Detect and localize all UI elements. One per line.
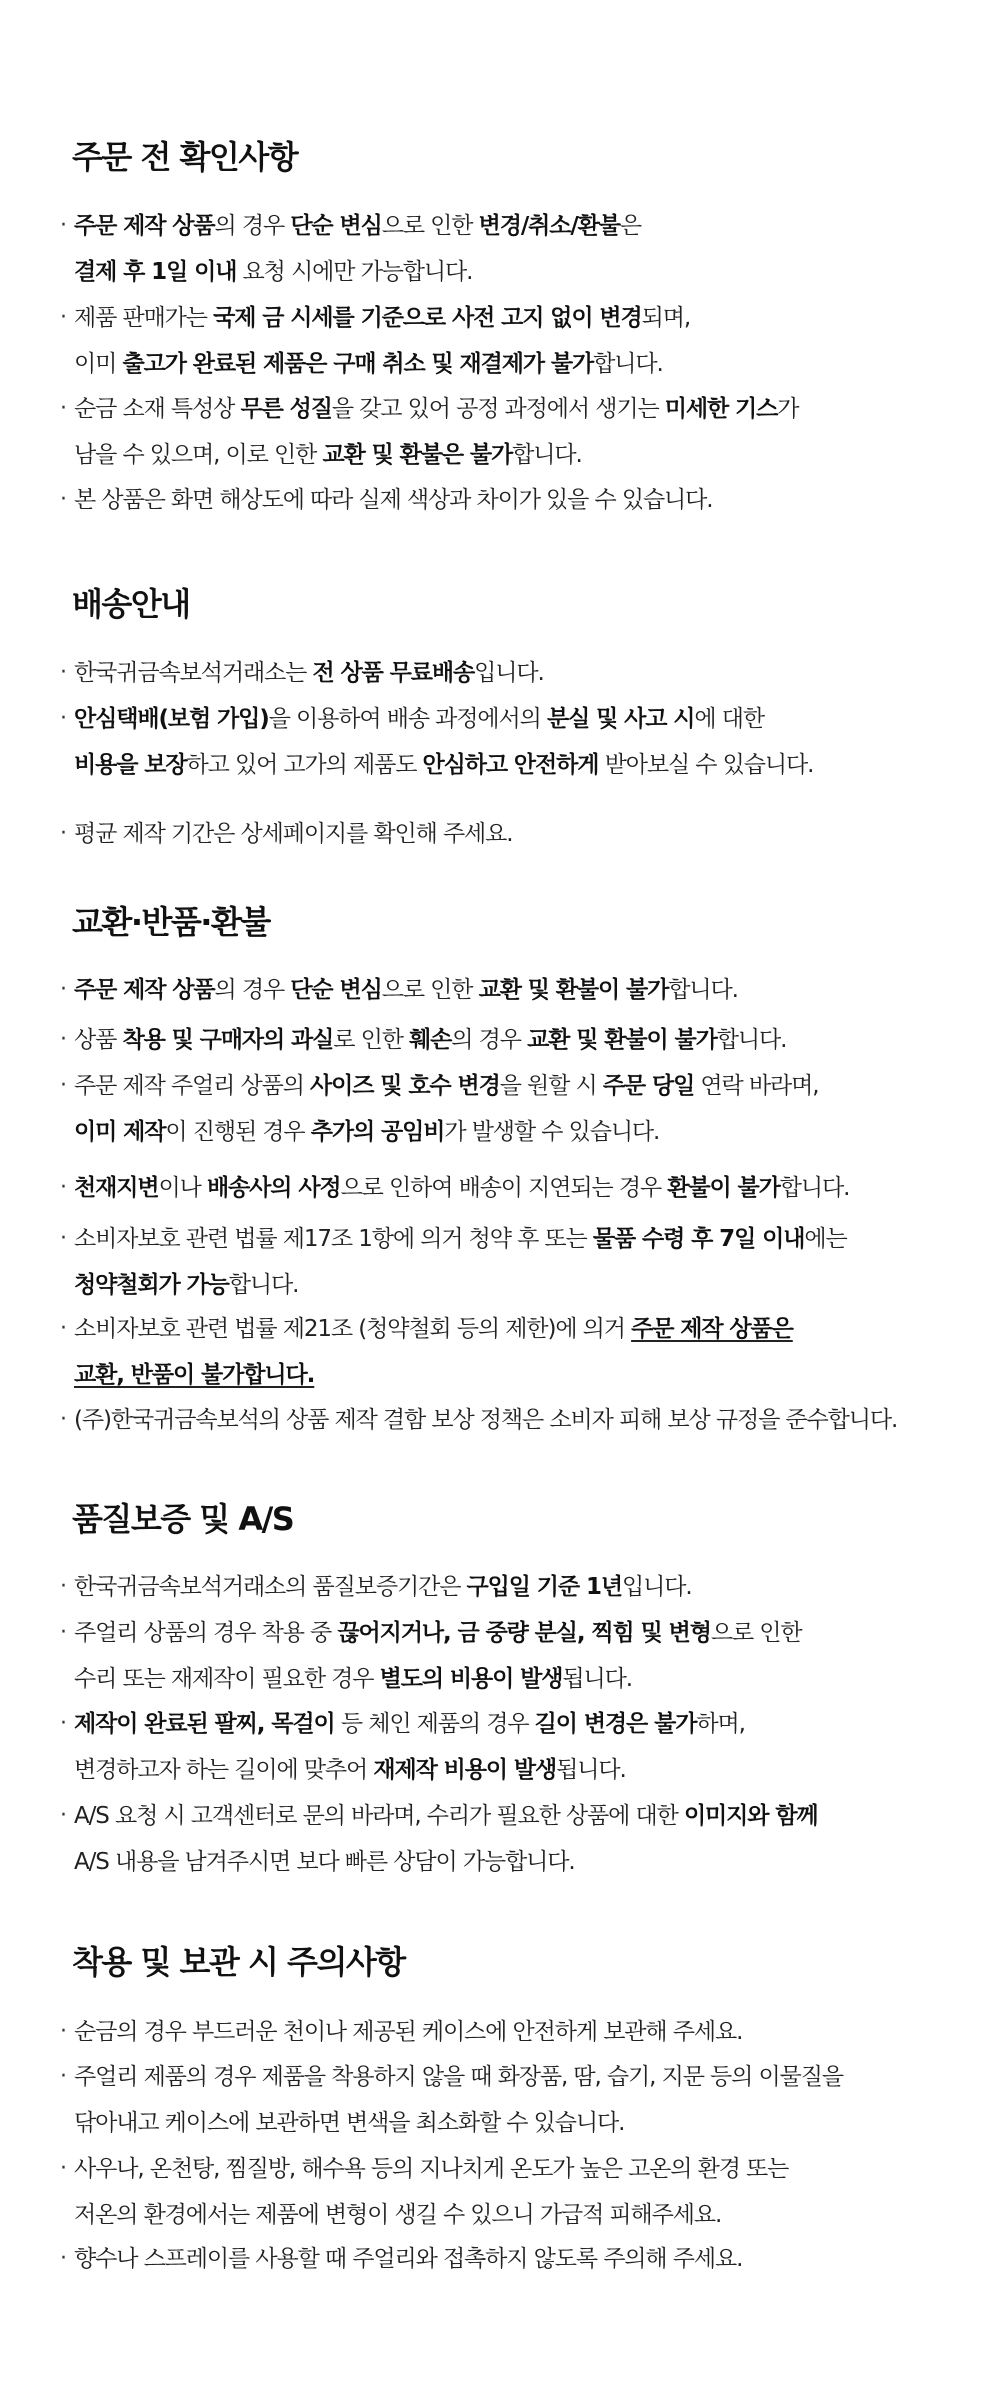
- list-item: [60, 477, 960, 523]
- emphasis-text: 출고가 완료된 제품은 구매 취소 및 재결제가 불가: [122, 351, 594, 377]
- list-item: [60, 2054, 960, 2146]
- text-line: [74, 1352, 960, 1398]
- emphasis-text: 주문 제작 상품: [74, 977, 215, 1003]
- list-item: [60, 386, 960, 478]
- text-line: [74, 1793, 960, 1839]
- plain-text: 요청 시에만 가능합니다.: [236, 259, 473, 285]
- emphasis-text: 물품 수령 후 7일 이내: [592, 1226, 805, 1252]
- text-line: [74, 1109, 960, 1155]
- emphasis-text: 사이즈 및 호수 변경: [310, 1073, 500, 1099]
- emphasis-text: 재제작 비용이 발생: [373, 1757, 557, 1783]
- section-title: 품질보증 및 A/S: [72, 1500, 294, 1538]
- text-line: [74, 1656, 960, 1702]
- plain-text: 하며,: [696, 1711, 745, 1737]
- text-line: [74, 1262, 960, 1308]
- list-item: [60, 1701, 960, 1793]
- emphasis-text: 교환 및 환불은 불가: [322, 442, 513, 468]
- plain-text: 순금의 경우 부드러운 천이나 제공된 케이스에 안전하게 보관해 주세요.: [74, 2019, 743, 2045]
- text-line: [74, 1306, 960, 1352]
- emphasis-text: 별도의 비용이 발생: [379, 1666, 563, 1692]
- emphasis-text: 교환, 반품이 불가합니다.: [74, 1362, 315, 1388]
- item-text: [74, 2146, 960, 2238]
- bullet-dot-icon: ·: [60, 1407, 67, 1432]
- text-line: [74, 203, 960, 249]
- item-text: [74, 650, 960, 696]
- emphasis-text: 단순 변심: [290, 213, 382, 239]
- list-item: [60, 650, 960, 696]
- plain-text: 에는: [804, 1226, 847, 1252]
- underlined-emphasis: [74, 1362, 314, 1388]
- plain-text: 입니다.: [474, 660, 544, 686]
- bullet-dot-icon: ·: [60, 1574, 67, 1599]
- text-line: [74, 1839, 960, 1885]
- list-item: [60, 1063, 960, 1155]
- plain-text: 합니다.: [228, 1272, 299, 1298]
- plain-text: 주문 제작 주얼리 상품의: [74, 1073, 311, 1099]
- emphasis-text: 구입일 기준 1년: [466, 1574, 622, 1600]
- emphasis-text: 미세한 기스: [664, 396, 778, 422]
- plain-text: 연락 바라며,: [694, 1073, 819, 1099]
- list-item: [60, 2236, 960, 2282]
- bullet-dot-icon: ·: [60, 2064, 67, 2089]
- list-item: [60, 1564, 960, 1610]
- bullet-dot-icon: ·: [60, 2019, 67, 2044]
- section-title: 주문 전 확인사항: [72, 138, 298, 176]
- emphasis-text: 비용을 보장: [74, 752, 187, 778]
- plain-text: 이나: [158, 1175, 207, 1201]
- item-text: [74, 967, 960, 1013]
- text-line: [74, 2146, 960, 2192]
- text-line: [74, 1165, 960, 1211]
- bullet-dot-icon: ·: [60, 660, 67, 685]
- emphasis-text: 이미지와 함께: [683, 1803, 818, 1829]
- plain-text: 되며,: [641, 305, 691, 331]
- plain-text: 합니다.: [779, 1175, 850, 1201]
- emphasis-text: 제작이 완료된 팔찌, 목걸이: [74, 1711, 335, 1737]
- list-item: [60, 203, 960, 295]
- item-text: [74, 295, 960, 387]
- text-line: [74, 341, 960, 387]
- plain-text: 로 인한: [333, 1027, 410, 1053]
- list-item: [60, 811, 960, 857]
- plain-text: 본 상품은 화면 해상도에 따라 실제 색상과 차이가 있을 수 있습니다.: [74, 487, 713, 513]
- plain-text: 주얼리 상품의 경우 착용 중: [74, 1620, 338, 1646]
- emphasis-text: 주문 제작 상품: [74, 213, 215, 239]
- plain-text: 으로 인한: [381, 977, 479, 1003]
- item-text: [74, 2009, 960, 2055]
- list-item: [60, 295, 960, 387]
- plain-text: 하고 있어 고가의 제품도: [186, 752, 423, 778]
- text-line: [74, 1701, 960, 1747]
- bullet-dot-icon: ·: [60, 1620, 67, 1645]
- plain-text: 가: [777, 396, 799, 422]
- bullet-dot-icon: ·: [60, 487, 67, 512]
- item-text: [74, 1063, 960, 1155]
- bullet-dot-icon: ·: [60, 2246, 67, 2271]
- bullet-dot-icon: ·: [60, 1175, 67, 1200]
- bullet-dot-icon: ·: [60, 396, 67, 421]
- text-line: [74, 2054, 960, 2100]
- emphasis-text: 훼손: [409, 1027, 452, 1053]
- text-line: [74, 1610, 960, 1656]
- item-text: [74, 1165, 960, 1211]
- text-line: [74, 2236, 960, 2282]
- plain-text: 순금 소재 특성상: [74, 396, 241, 422]
- emphasis-text: 교환 및 환불이 불가: [527, 1027, 717, 1053]
- item-text: [74, 2054, 960, 2146]
- text-line: [74, 1063, 960, 1109]
- text-line: [74, 742, 960, 788]
- plain-text: A/S 내용을 남겨주시면 보다 빠른 상담이 가능합니다.: [74, 1849, 575, 1875]
- plain-text: 저온의 환경에서는 제품에 변형이 생길 수 있으니 가급적 피해주세요.: [74, 2202, 722, 2228]
- text-line: [74, 650, 960, 696]
- text-line: [74, 295, 960, 341]
- plain-text: 닦아내고 케이스에 보관하면 변색을 최소화할 수 있습니다.: [74, 2110, 625, 2136]
- emphasis-text: 국제 금 시세를 기준으로 사전 고지 없이 변경: [213, 305, 642, 331]
- list-item: [60, 1306, 960, 1398]
- plain-text: 한국귀금속보석거래소의 품질보증기간은: [74, 1574, 467, 1600]
- item-text: [74, 1216, 960, 1308]
- text-line: [74, 967, 960, 1013]
- plain-text: 수리 또는 재제작이 필요한 경우: [74, 1666, 380, 1692]
- plain-text: 남을 수 있으며, 이로 인한: [74, 442, 323, 468]
- plain-text: 이미: [74, 351, 123, 377]
- emphasis-text: 끊어지거나, 금 중량 분실, 찍힘 및 변형: [337, 1620, 711, 1646]
- text-line: [74, 811, 960, 857]
- bullet-dot-icon: ·: [60, 1711, 67, 1736]
- list-item: [60, 1216, 960, 1308]
- list-item: [60, 1793, 960, 1885]
- item-text: [74, 1701, 960, 1793]
- text-line: [74, 249, 960, 295]
- item-text: [74, 2236, 960, 2282]
- plain-text: 받아보실 수 있습니다.: [598, 752, 814, 778]
- plain-text: 합니다.: [668, 977, 738, 1003]
- plain-text: 을 갖고 있어 공정 과정에서 생기는: [331, 396, 665, 422]
- plain-text: 으로 인한: [710, 1620, 802, 1646]
- plain-text: 의 경우: [214, 213, 291, 239]
- plain-text: 의 경우: [451, 1027, 528, 1053]
- bullet-dot-icon: ·: [60, 977, 67, 1002]
- bullet-dot-icon: ·: [60, 1803, 67, 1828]
- emphasis-text: 주문 제작 상품은: [631, 1316, 793, 1342]
- emphasis-text: 전 상품 무료배송: [312, 660, 475, 686]
- section-title: 착용 및 보관 시 주의사항: [72, 1943, 405, 1981]
- emphasis-text: 청약철회가 가능: [74, 1272, 229, 1298]
- plain-text: 으로 인하여 배송이 지연되는 경우: [340, 1175, 668, 1201]
- text-line: [74, 2009, 960, 2055]
- emphasis-text: 주문 당일: [602, 1073, 695, 1099]
- plain-text: 에 대한: [694, 706, 764, 732]
- text-line: [74, 1747, 960, 1793]
- plain-text: 사우나, 온천탕, 찜질방, 해수욕 등의 지나치게 온도가 높은 고온의 환경 또는: [74, 2156, 789, 2182]
- plain-text: 이 진행된 경우: [165, 1119, 311, 1145]
- text-line: [74, 1564, 960, 1610]
- list-item: [60, 2146, 960, 2238]
- emphasis-text: 교환 및 환불이 불가: [478, 977, 669, 1003]
- plain-text: 으로 인한: [381, 213, 479, 239]
- list-item: [60, 1017, 960, 1063]
- item-text: [74, 1610, 960, 1702]
- emphasis-text: 단순 변심: [290, 977, 382, 1003]
- list-item: [60, 1165, 960, 1211]
- item-text: [74, 203, 960, 295]
- plain-text: 가 발생할 수 있습니다.: [444, 1119, 660, 1145]
- bullet-dot-icon: ·: [60, 1226, 67, 1251]
- item-text: [74, 1564, 960, 1610]
- list-item: [60, 696, 960, 788]
- plain-text: 소비자보호 관련 법률 제17조 1항에 의거 청약 후 또는: [74, 1226, 593, 1252]
- plain-text: 변경하고자 하는 길이에 맞추어: [74, 1757, 374, 1783]
- plain-text: 상품: [74, 1027, 123, 1053]
- plain-text: 제품 판매가는: [74, 305, 214, 331]
- emphasis-text: 결제 후 1일 이내: [74, 259, 237, 285]
- emphasis-text: 착용 및 구매자의 과실: [122, 1027, 334, 1053]
- emphasis-text: 변경/취소/환불: [478, 213, 620, 239]
- item-text: [74, 1306, 960, 1398]
- emphasis-text: 무른 성질: [240, 396, 332, 422]
- text-line: [74, 2100, 960, 2146]
- emphasis-text: 천재지변: [74, 1175, 159, 1201]
- plain-text: 주얼리 제품의 경우 제품을 착용하지 않을 때 화장품, 땀, 습기, 지문 등의 이물질을: [74, 2064, 843, 2090]
- list-item: [60, 1397, 960, 1443]
- plain-text: 합니다.: [512, 442, 582, 468]
- emphasis-text: 환불이 불가: [667, 1175, 780, 1201]
- bullet-dot-icon: ·: [60, 305, 67, 330]
- emphasis-text: 안심택배(보험 가입): [74, 706, 269, 732]
- bullet-dot-icon: ·: [60, 706, 67, 731]
- emphasis-text: 분실 및 사고 시: [546, 706, 695, 732]
- plain-text: A/S 요청 시 고객센터로 문의 바라며, 수리가 필요한 상품에 대한: [74, 1803, 684, 1829]
- item-text: [74, 1793, 960, 1885]
- emphasis-text: 안심하고 안전하게: [422, 752, 599, 778]
- plain-text: (주)한국귀금속보석의 상품 제작 결함 보상 정책은 소비자 피해 보상 규정을 준수합니다.: [74, 1407, 898, 1433]
- plain-text: 합니다.: [716, 1027, 787, 1053]
- bullet-dot-icon: ·: [60, 1316, 67, 1341]
- bullet-dot-icon: ·: [60, 2156, 67, 2181]
- plain-text: 평균 제작 기간은 상세페이지를 확인해 주세요.: [74, 821, 513, 847]
- list-item: [60, 967, 960, 1013]
- item-text: [74, 811, 960, 857]
- item-text: [74, 696, 960, 788]
- plain-text: 소비자보호 관련 법률 제21조 (청약철회 등의 제한)에 의거: [74, 1316, 632, 1342]
- list-item: [60, 1610, 960, 1702]
- emphasis-text: 길이 변경은 불가: [534, 1711, 697, 1737]
- plain-text: 등 체인 제품의 경우: [334, 1711, 535, 1737]
- item-text: [74, 477, 960, 523]
- plain-text: 입니다.: [621, 1574, 692, 1600]
- section-title: 배송안내: [72, 585, 190, 623]
- emphasis-text: 추가의 공임비: [310, 1119, 445, 1145]
- text-line: [74, 432, 960, 478]
- plain-text: 의 경우: [214, 977, 291, 1003]
- plain-text: 은: [619, 213, 642, 239]
- plain-text: 됩니다.: [562, 1666, 632, 1692]
- plain-text: 을 원할 시: [499, 1073, 603, 1099]
- bullet-dot-icon: ·: [60, 213, 67, 238]
- text-line: [74, 2192, 960, 2238]
- text-line: [74, 1017, 960, 1063]
- emphasis-text: 배송사의 사정: [206, 1175, 341, 1201]
- bullet-dot-icon: ·: [60, 821, 67, 846]
- list-item: [60, 2009, 960, 2055]
- bullet-dot-icon: ·: [60, 1027, 67, 1052]
- text-line: [74, 386, 960, 432]
- plain-text: 을 이용하여 배송 과정에서의: [268, 706, 547, 732]
- emphasis-text: 이미 제작: [74, 1119, 166, 1145]
- text-line: [74, 1397, 960, 1443]
- bullet-dot-icon: ·: [60, 1073, 67, 1098]
- section-title: 교환·반품·환불: [72, 903, 270, 941]
- text-line: [74, 696, 960, 742]
- plain-text: 향수나 스프레이를 사용할 때 주얼리와 접촉하지 않도록 주의해 주세요.: [74, 2246, 743, 2272]
- item-text: [74, 1397, 960, 1443]
- plain-text: 한국귀금속보석거래소는: [74, 660, 313, 686]
- text-line: [74, 477, 960, 523]
- text-line: [74, 1216, 960, 1262]
- item-text: [74, 386, 960, 478]
- underlined-emphasis: [631, 1316, 793, 1342]
- item-text: [74, 1017, 960, 1063]
- plain-text: 합니다.: [593, 351, 663, 377]
- plain-text: 됩니다.: [556, 1757, 626, 1783]
